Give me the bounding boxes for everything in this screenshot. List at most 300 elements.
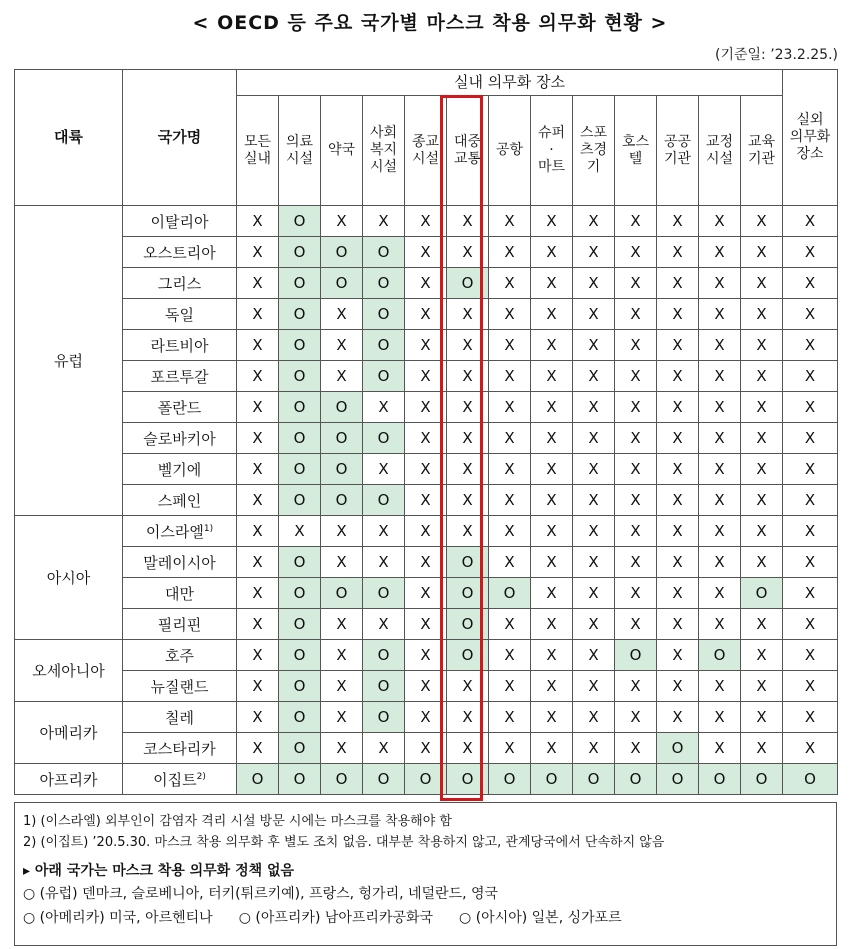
mandate-cell: X: [783, 330, 838, 361]
table-row: [15, 609, 838, 640]
continent-cell: 아시아: [15, 516, 123, 640]
mandate-cell: X: [615, 299, 657, 330]
mandate-cell: X: [657, 640, 699, 671]
country-cell: [123, 485, 237, 516]
mandate-cell: X: [741, 299, 783, 330]
mandate-cell: X: [657, 516, 699, 547]
mandate-cell: X: [489, 671, 531, 702]
no-mandate-africa: ○ (아프리카) 남아프리카공화국: [238, 910, 434, 926]
mandate-cell: O: [279, 485, 321, 516]
mandate-cell: X: [405, 516, 447, 547]
table-row: [15, 454, 838, 485]
country-name: 호주: [165, 646, 194, 665]
mandate-cell: X: [573, 640, 615, 671]
mandate-cell: O: [279, 237, 321, 268]
mandate-cell: X: [573, 547, 615, 578]
mandate-cell: X: [741, 392, 783, 423]
country-name: 말레이시아: [143, 553, 216, 572]
mandate-cell: X: [657, 206, 699, 237]
mandate-cell: X: [237, 547, 279, 578]
mandate-cell: X: [741, 361, 783, 392]
table-row: [15, 237, 838, 268]
no-mandate-americas: ○ (아메리카) 미국, 아르헨티나: [23, 910, 213, 926]
continent-cell: 오세아니아: [15, 640, 123, 702]
mandate-cell: O: [279, 330, 321, 361]
mandate-cell: X: [615, 423, 657, 454]
mandate-cell: X: [615, 516, 657, 547]
header-place-11: [699, 96, 741, 206]
mandate-cell: X: [489, 454, 531, 485]
header-place-3: [363, 96, 405, 206]
mandate-cell: O: [699, 640, 741, 671]
mandate-cell: X: [321, 547, 363, 578]
header-place-line: 기관: [663, 150, 692, 167]
mandate-cell: X: [447, 361, 489, 392]
mandate-cell: X: [573, 485, 615, 516]
table-row: [15, 671, 838, 702]
mandate-cell: X: [699, 702, 741, 733]
mandate-cell: X: [531, 547, 573, 578]
mandate-cell: X: [573, 206, 615, 237]
mandate-cell: X: [783, 485, 838, 516]
mandate-cell: O: [447, 764, 489, 795]
table-row: [15, 547, 838, 578]
mandate-cell: X: [783, 454, 838, 485]
mandate-cell: X: [489, 485, 531, 516]
country-name: 포르투갈: [150, 367, 209, 386]
header-place-line: 실내: [243, 150, 272, 167]
table-row: [15, 299, 838, 330]
country-name: 필리핀: [157, 615, 202, 634]
mandate-cell: X: [237, 361, 279, 392]
mandate-cell: X: [531, 671, 573, 702]
mandate-cell: X: [489, 702, 531, 733]
mandate-cell: X: [657, 299, 699, 330]
mandate-cell: X: [657, 671, 699, 702]
mandate-cell: O: [447, 609, 489, 640]
mandate-cell: X: [699, 330, 741, 361]
mandate-cell: O: [363, 299, 405, 330]
header-place-line: 공공: [663, 133, 692, 150]
header-outdoor-line: 실외: [796, 112, 824, 128]
mandate-cell: O: [615, 640, 657, 671]
mandate-cell: X: [657, 547, 699, 578]
header-outdoor-line: 장소: [796, 146, 824, 162]
header-place-line: 대중: [453, 133, 482, 150]
mandate-cell: X: [615, 485, 657, 516]
mandate-cell: X: [363, 547, 405, 578]
mandate-cell: X: [573, 578, 615, 609]
country-name: 칠레: [165, 708, 194, 727]
mandate-cell: X: [783, 547, 838, 578]
mandate-cell: X: [237, 609, 279, 640]
mandate-cell: X: [531, 485, 573, 516]
mandate-cell: X: [363, 609, 405, 640]
header-place-line: 종교: [411, 133, 440, 150]
no-mandate-others: [23, 906, 836, 930]
mandate-cell: X: [363, 206, 405, 237]
mandate-cell: X: [237, 733, 279, 764]
mandate-cell: X: [531, 454, 573, 485]
mandate-cell: X: [615, 454, 657, 485]
mandate-cell: X: [405, 671, 447, 702]
mandate-cell: X: [237, 392, 279, 423]
header-place-5: [447, 96, 489, 206]
mandate-cell: O: [279, 671, 321, 702]
country-cell: [123, 547, 237, 578]
mandate-cell: X: [321, 299, 363, 330]
mandate-cell: X: [237, 330, 279, 361]
mandate-cell: X: [531, 206, 573, 237]
mandate-cell: X: [531, 516, 573, 547]
table-row: [15, 733, 838, 764]
mandate-cell: X: [699, 299, 741, 330]
mandate-cell: O: [363, 640, 405, 671]
mandate-cell: X: [237, 268, 279, 299]
mandate-cell: X: [321, 516, 363, 547]
header-place-line: 시설: [285, 150, 314, 167]
mandate-cell: X: [573, 423, 615, 454]
mandate-cell: X: [237, 485, 279, 516]
mandate-cell: X: [783, 671, 838, 702]
mandate-cell: O: [279, 392, 321, 423]
country-name: 독일: [165, 305, 194, 324]
header-place-9: [615, 96, 657, 206]
mandate-cell: X: [741, 733, 783, 764]
mandate-cell: X: [657, 392, 699, 423]
header-outdoor: [783, 70, 838, 206]
mandate-cell: X: [447, 454, 489, 485]
header-place-line: 교정: [705, 133, 734, 150]
mandate-cell: X: [699, 454, 741, 485]
table-row: [15, 516, 838, 547]
continent-cell: 유럽: [15, 206, 123, 516]
mandate-cell: X: [657, 237, 699, 268]
header-place-6: [489, 96, 531, 206]
no-mandate-europe: ○ (유럽) 덴마크, 슬로베니아, 터키(튀르키예), 프랑스, 헝가리, 네덜란드, 영국: [23, 886, 499, 902]
header-indoor-group: 실내 의무화 장소: [237, 70, 783, 96]
mandate-cell: X: [657, 268, 699, 299]
mandate-cell: X: [531, 237, 573, 268]
mandate-cell: O: [279, 702, 321, 733]
mandate-cell: O: [279, 578, 321, 609]
mandate-cell: X: [489, 237, 531, 268]
mandate-cell: O: [783, 764, 838, 795]
header-place-line: 모든: [243, 133, 272, 150]
mandate-cell: X: [321, 671, 363, 702]
mandate-cell: X: [447, 237, 489, 268]
mandate-cell: X: [657, 423, 699, 454]
footnote-marker: 1): [203, 523, 214, 534]
country-cell: [123, 423, 237, 454]
country-cell: [123, 330, 237, 361]
mandate-cell: X: [741, 423, 783, 454]
mandate-cell: X: [783, 268, 838, 299]
mandate-cell: X: [615, 237, 657, 268]
mandate-cell: X: [489, 206, 531, 237]
mandate-cell: X: [237, 640, 279, 671]
mandate-cell: X: [447, 206, 489, 237]
mandate-cell: X: [447, 392, 489, 423]
country-name: 슬로바키아: [143, 429, 216, 448]
mandate-cell: X: [321, 702, 363, 733]
mandate-cell: X: [741, 485, 783, 516]
header-place-line: 교통: [453, 150, 482, 167]
mandate-cell: X: [363, 516, 405, 547]
mandate-cell: X: [699, 206, 741, 237]
mandate-cell: X: [321, 330, 363, 361]
reference-date: (기준일: ’23.2.25.): [715, 47, 838, 63]
mandate-cell: X: [699, 609, 741, 640]
mandate-cell: X: [237, 516, 279, 547]
mandate-cell: X: [615, 671, 657, 702]
mandate-cell: X: [699, 485, 741, 516]
mandate-cell: X: [615, 609, 657, 640]
mandate-cell: X: [615, 547, 657, 578]
mandate-cell: X: [657, 609, 699, 640]
mandate-cell: X: [783, 516, 838, 547]
mandate-cell: X: [405, 702, 447, 733]
country-name: 이탈리아: [150, 212, 209, 231]
mandate-cell: X: [573, 454, 615, 485]
mandate-cell: O: [363, 671, 405, 702]
mandate-cell: X: [489, 609, 531, 640]
mandate-cell: X: [741, 237, 783, 268]
no-mandate-heading: ▸ 아래 국가는 마스크 착용 의무화 정책 없음: [23, 863, 295, 879]
mandate-cell: X: [699, 547, 741, 578]
header-place-line: 마트: [537, 159, 566, 175]
mandate-cell: X: [237, 299, 279, 330]
mandate-cell: X: [741, 454, 783, 485]
mandate-cell: X: [573, 609, 615, 640]
mandate-cell: O: [447, 547, 489, 578]
country-cell: [123, 609, 237, 640]
mandate-cell: X: [531, 330, 573, 361]
header-place-8: [573, 96, 615, 206]
header-outdoor-line: 의무화: [789, 129, 831, 145]
mandate-cell: X: [615, 206, 657, 237]
mandate-cell: O: [363, 330, 405, 361]
mandate-cell: X: [699, 423, 741, 454]
mandate-cell: O: [741, 578, 783, 609]
mandate-cell: X: [657, 361, 699, 392]
table-row: [15, 268, 838, 299]
mandate-cell: O: [657, 764, 699, 795]
mandate-cell: X: [657, 454, 699, 485]
mandate-cell: X: [741, 547, 783, 578]
mandate-cell: X: [531, 578, 573, 609]
mandate-cell: X: [405, 547, 447, 578]
header-place-12: [741, 96, 783, 206]
mandate-cell: X: [741, 268, 783, 299]
mandate-cell: X: [321, 733, 363, 764]
mandate-cell: X: [447, 299, 489, 330]
mandate-cell: X: [237, 237, 279, 268]
mandate-cell: X: [237, 702, 279, 733]
mandate-cell: X: [783, 299, 838, 330]
mandate-cell: O: [321, 268, 363, 299]
country-name: 라트비아: [150, 336, 209, 355]
mandate-cell: O: [279, 268, 321, 299]
country-name: 폴란드: [157, 398, 202, 417]
mandate-cell: X: [783, 206, 838, 237]
mandate-cell: X: [657, 578, 699, 609]
mandate-cell: O: [447, 268, 489, 299]
mandate-cell: X: [489, 361, 531, 392]
mandate-cell: O: [321, 237, 363, 268]
country-cell: [123, 299, 237, 330]
mandate-cell: X: [447, 516, 489, 547]
table-row: [15, 702, 838, 733]
mandate-cell: X: [363, 454, 405, 485]
header-place-line: 기: [586, 159, 601, 175]
mandate-cell: X: [237, 578, 279, 609]
mandate-cell: X: [783, 237, 838, 268]
mandate-cell: X: [405, 609, 447, 640]
country-name: 벨기에: [157, 460, 202, 479]
mandate-cell: O: [321, 423, 363, 454]
mandate-cell: X: [699, 361, 741, 392]
header-place-2: [321, 96, 363, 206]
mandate-cell: X: [405, 578, 447, 609]
table-row: [15, 330, 838, 361]
table-row: [15, 392, 838, 423]
mandate-cell: X: [489, 547, 531, 578]
mandate-cell: X: [615, 330, 657, 361]
mandate-cell: X: [489, 640, 531, 671]
mandate-cell: O: [657, 733, 699, 764]
mandate-cell: O: [279, 423, 321, 454]
mandate-cell: O: [279, 361, 321, 392]
mandate-cell: O: [363, 423, 405, 454]
mandate-cell: X: [405, 299, 447, 330]
mandate-cell: X: [741, 206, 783, 237]
mandate-cell: X: [489, 516, 531, 547]
mandate-cell: X: [447, 702, 489, 733]
mandate-cell: X: [321, 206, 363, 237]
country-cell: [123, 733, 237, 764]
mandate-cell: X: [699, 268, 741, 299]
mandate-cell: X: [405, 454, 447, 485]
mandate-cell: X: [699, 516, 741, 547]
mandate-cell: X: [699, 237, 741, 268]
continent-cell: 아메리카: [15, 702, 123, 764]
mandate-cell: X: [657, 702, 699, 733]
mandate-cell: O: [447, 640, 489, 671]
header-place-7: [531, 96, 573, 206]
footnote-marker: 2): [196, 771, 206, 782]
mandate-cell: X: [573, 268, 615, 299]
mandate-cell: X: [783, 702, 838, 733]
mandate-cell: O: [321, 578, 363, 609]
country-cell: [123, 268, 237, 299]
mandate-cell: X: [531, 392, 573, 423]
mandate-cell: X: [405, 640, 447, 671]
mandate-cell: X: [741, 609, 783, 640]
mandate-cell: X: [405, 392, 447, 423]
mandate-cell: X: [531, 702, 573, 733]
mandate-cell: X: [279, 516, 321, 547]
mandate-cell: O: [489, 764, 531, 795]
mandate-cell: X: [405, 268, 447, 299]
mandate-cell: X: [573, 671, 615, 702]
header-place-line: 복지: [369, 142, 398, 158]
mandate-cell: O: [321, 764, 363, 795]
mandate-cell: X: [447, 485, 489, 516]
mandate-cell: X: [447, 671, 489, 702]
mandate-cell: O: [321, 454, 363, 485]
mandate-cell: O: [741, 764, 783, 795]
mandate-cell: X: [615, 733, 657, 764]
header-place-line: 사회: [369, 125, 398, 141]
mandate-cell: X: [531, 733, 573, 764]
table-row: [15, 423, 838, 454]
mandate-cell: X: [489, 330, 531, 361]
mandate-cell: X: [405, 733, 447, 764]
country-cell: [123, 206, 237, 237]
mandate-cell: X: [657, 330, 699, 361]
header-place-line: 공항: [495, 142, 524, 158]
mandate-cell: O: [363, 578, 405, 609]
mandate-cell: X: [489, 268, 531, 299]
mandate-cell: X: [573, 392, 615, 423]
header-place-line: 호스: [621, 133, 650, 150]
mandate-cell: X: [405, 423, 447, 454]
mandate-cell: X: [699, 733, 741, 764]
mandate-cell: X: [573, 702, 615, 733]
mandate-cell: X: [405, 361, 447, 392]
mandate-cell: X: [699, 392, 741, 423]
country-name: 스페인: [157, 491, 202, 510]
footnote-egypt: 2) (이집트) ’20.5.30. 마스크 착용 의무화 후 별도 조치 없음. 대부분 착용하지 않고, 관계당국에서 단속하지 않음: [23, 835, 665, 850]
header-place-10: [657, 96, 699, 206]
mandate-cell: X: [531, 423, 573, 454]
table-row: [15, 640, 838, 671]
mandate-cell: X: [531, 299, 573, 330]
mandate-cell: X: [573, 516, 615, 547]
country-cell: [123, 361, 237, 392]
mandate-cell: X: [531, 361, 573, 392]
country-cell: [123, 764, 237, 795]
footnotes: [14, 802, 837, 946]
country-cell: [123, 702, 237, 733]
mandate-cell: X: [573, 330, 615, 361]
mandate-cell: O: [321, 392, 363, 423]
mandate-cell: X: [783, 733, 838, 764]
mandate-cell: X: [699, 578, 741, 609]
mandate-cell: O: [489, 578, 531, 609]
mandate-cell: X: [447, 330, 489, 361]
mandate-cell: X: [237, 671, 279, 702]
mandate-cell: X: [405, 485, 447, 516]
country-cell: [123, 454, 237, 485]
header-place-line: 시설: [369, 159, 398, 175]
mandate-cell: O: [699, 764, 741, 795]
mandate-cell: X: [741, 330, 783, 361]
header-place-line: 츠경: [579, 142, 608, 158]
mandate-cell: X: [573, 237, 615, 268]
mandate-cell: O: [279, 299, 321, 330]
header-place-line: 의료: [285, 133, 314, 150]
mandate-cell: X: [615, 702, 657, 733]
mandate-cell: X: [489, 299, 531, 330]
mandate-cell: X: [741, 702, 783, 733]
mandate-cell: O: [405, 764, 447, 795]
mandate-cell: X: [741, 516, 783, 547]
mandate-cell: X: [321, 640, 363, 671]
mandate-cell: X: [783, 423, 838, 454]
page-title: < OECD 등 주요 국가별 마스크 착용 의무화 현황 >: [192, 12, 668, 34]
